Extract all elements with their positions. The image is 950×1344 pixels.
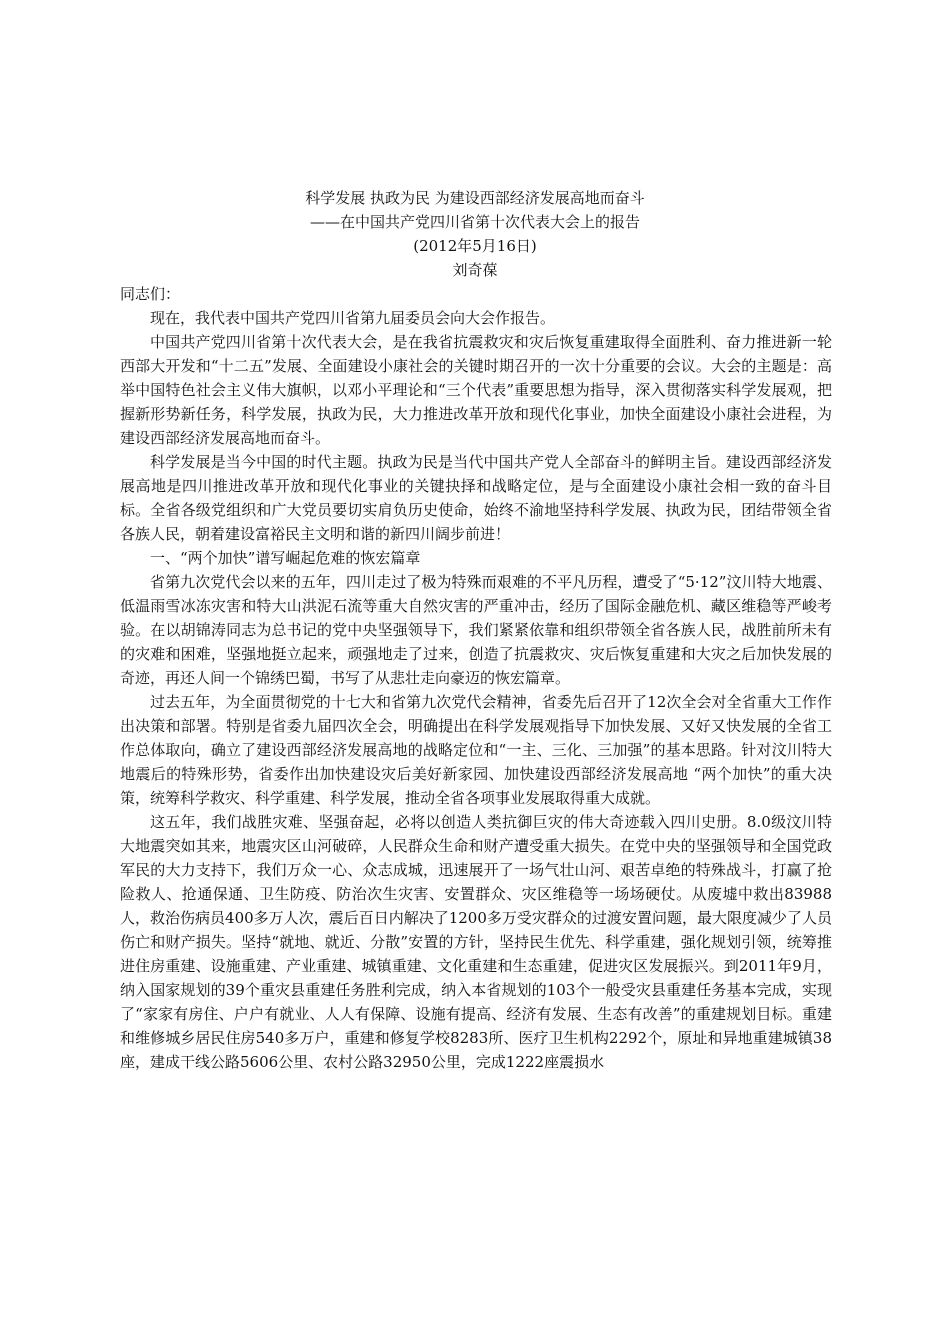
paragraph: 这五年，我们战胜灾难、坚强奋起，必将以创造人类抗御巨灾的伟大奇迹载入四川史册。8.0级汶川特大地震突如其来，地震灾区山河破碎，人民群众生命和财产遭受重大损失。在党中央的坚强领导和全国党政军民的大力支持下，我们万众一心、众志成城，迅速展开了一场气壮山河、艰苦卓绝的特殊战斗，打赢了抢险救人、抢通保通、卫生防疫、防治次生灾害、安置群众、灾区维稳等一场场硬仗。从废墟中救出83988人，救治伤病员400多万人次，震后百日内解决了1200多万受灾群众的过渡安置问题，最大限度减少了人员伤亡和财产损失。坚持“就地、就近、分散”安置的方针，坚持民生优先、科学重建，强化规划引领，统筹推进住房重建、设施重建、产业重建、城镇重建、文化重建和生态重建，促进灾区发展振兴。到2011年9月，纳入国家规划的39个重灾县重建任务胜利完成，纳入本省规划的103个一般受灾县重建任务基本完成，实现了“家家有房住、户户有就业、人人有保障、设施有提高、经济有发展、生态有改善”的重建规划目标。重建和维修城乡居民住房540多万户，重建和修复学校8283所、医疗卫生机构2292个，原址和异地重建城镇38座，建成干线公路5606公里、农村公路32950公里，完成1222座震损水 <box>120 813 832 1071</box>
document-body <box>120 282 832 1074</box>
paragraph: 省第九次党代会以来的五年，四川走过了极为特殊而艰难的不平凡历程，遭受了“5·12”汶川特大地震、低温雨雪冰冻灾害和特大山洪泥石流等重大自然灾害的严重冲击，经历了国际金融危机、藏区维稳等严峻考验。在以胡锦涛同志为总书记的党中央坚强领导下，我们紧紧依靠和组织带领全省各族人民，战胜前所未有的灾难和困难，坚强地挺立起来，顽强地走了过来，创造了抗震救灾、灾后恢复重建和大灾之后加快发展的奇迹，再还人间一个锦绣巴蜀，书写了从悲壮走向豪迈的恢宏篇章。 <box>120 573 832 687</box>
paragraph: 中国共产党四川省第十次代表大会，是在我省抗震救灾和灾后恢复重建取得全面胜利、奋力推进新一轮西部大开发和“十二五”发展、全面建设小康社会的关键时期召开的一次十分重要的会议。大会的主题是：高举中国特色社会主义伟大旗帜，以邓小平理论和“三个代表”重要思想为指导，深入贯彻落实科学发展观，把握新形势新任务，科学发展，执政为民，大力推进改革开放和现代化事业，加快全面建设小康社会进程，为建设西部经济发展高地而奋斗。 <box>120 333 832 447</box>
salutation: 同志们： <box>120 285 181 303</box>
section-heading: 一、“两个加快”谱写崛起危难的恢宏篇章 <box>150 549 421 567</box>
document-date: (2012年5月16日) <box>413 237 537 255</box>
paragraph: 过去五年，为全面贯彻党的十七大和省第九次党代会精神，省委先后召开了12次全会对全省重大工作作出决策和部署。特别是省委九届四次全会，明确提出在科学发展观指导下加快发展、又好又快发展的全省工作总体取向，确立了建设西部经济发展高地的战略定位和“一主、三化、三加强”的基本思路。针对汶川特大地震后的特殊形势，省委作出加快建设灾后美好新家园、加快建设西部经济发展高地 “两个加快”的重大决策，统筹科学救灾、科学重建、科学发展，推动全省各项事业发展取得重大成就。 <box>120 693 832 807</box>
paragraph: 现在，我代表中国共产党四川省第九届委员会向大会作报告。 <box>150 309 556 327</box>
paragraph: 科学发展是当今中国的时代主题。执政为民是当代中国共产党人全部奋斗的鲜明主旨。建设西部经济发展高地是四川推进改革开放和现代化事业的关键抉择和战略定位，是与全面建设小康社会相一致的奋斗目标。全省各级党组织和广大党员要切实肩负历史使命，始终不渝地坚持科学发展、执政为民，团结带领全省各族人民，朝着建设富裕民主文明和谐的新四川阔步前进！ <box>120 453 832 543</box>
document-author: 刘奇葆 <box>452 261 498 279</box>
document-title: 科学发展 执政为民 为建设西部经济发展高地而奋斗 <box>305 189 645 207</box>
document-subtitle: ——在中国共产党四川省第十次代表大会上的报告 <box>309 213 640 231</box>
document-header <box>0 186 950 282</box>
